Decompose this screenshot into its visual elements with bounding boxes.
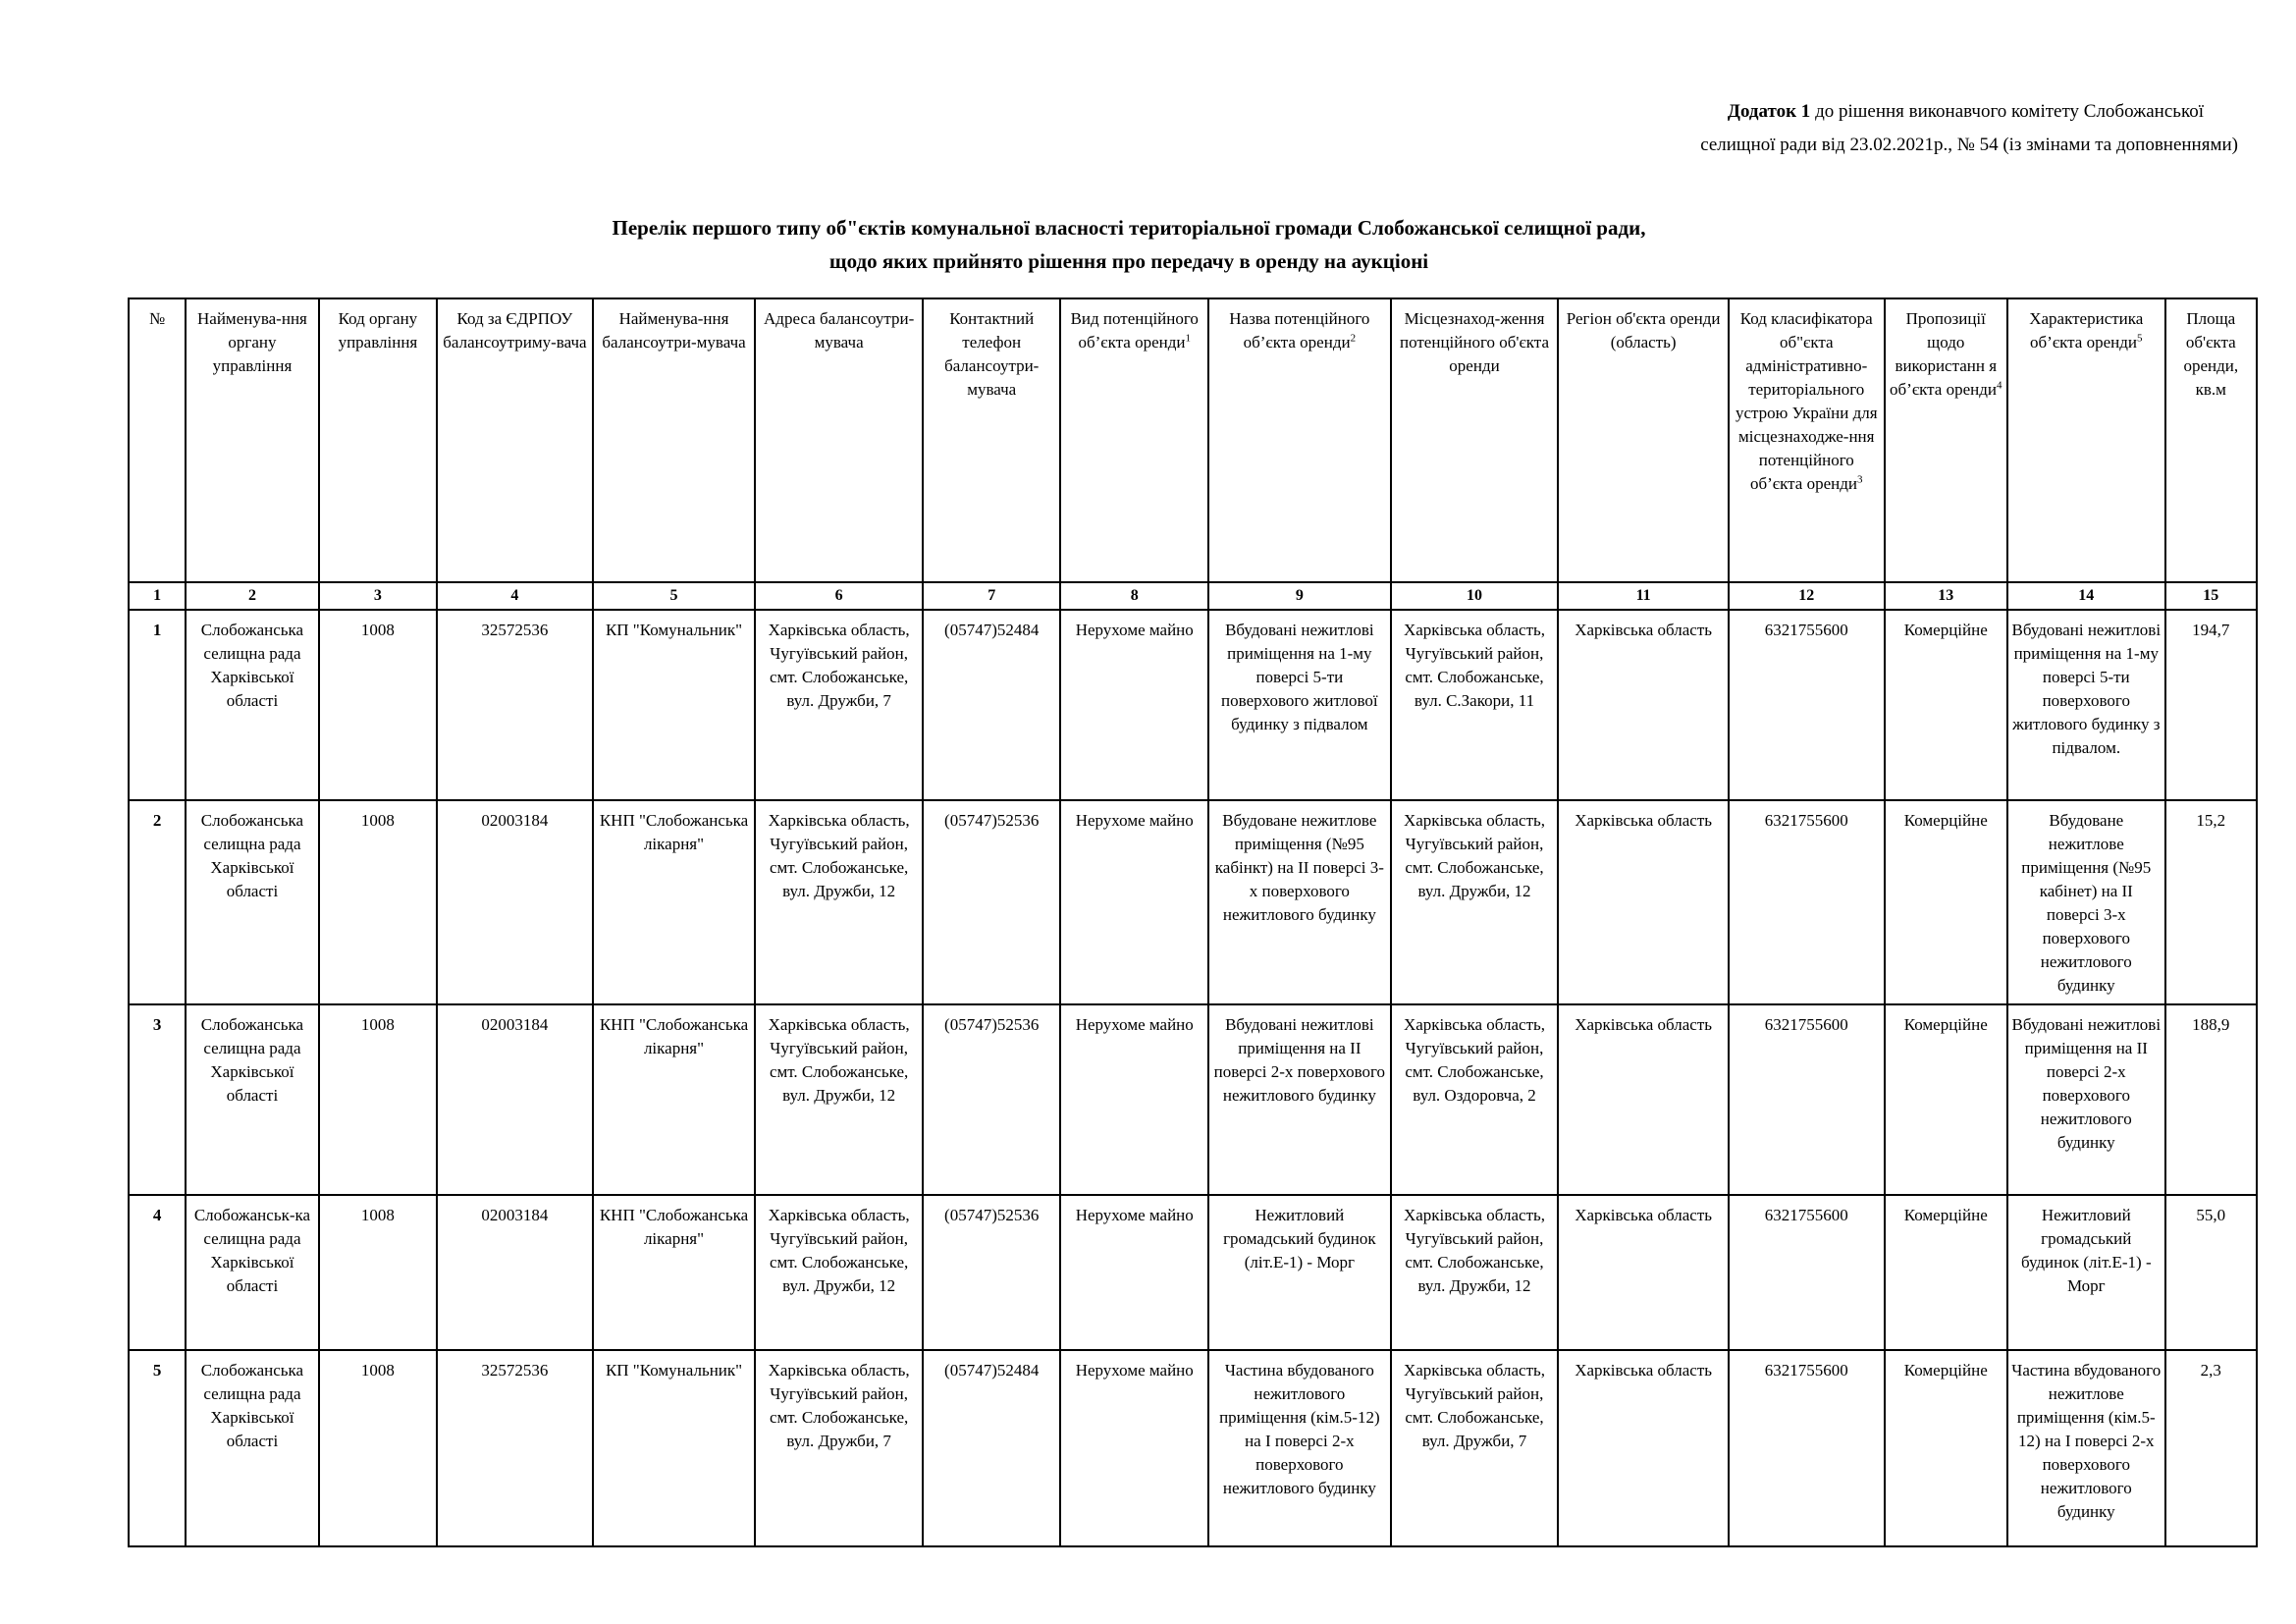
cell-phone: (05747)52484 [923, 1350, 1061, 1546]
table-row [129, 800, 2257, 1004]
header-characteristic: Характеристика об’єкта оренди$^5$ [2007, 298, 2165, 582]
column-number: 14 [2007, 582, 2165, 610]
cell-edrpou: 02003184 [437, 800, 593, 1004]
header-region: Регіон об'єкта оренди (область) [1558, 298, 1729, 582]
cell-koatuu: 6321755600 [1729, 800, 1885, 1004]
cell-area: 2,3 [2165, 1350, 2257, 1546]
objects-table [128, 298, 2258, 1547]
cell-edrpou: 02003184 [437, 1004, 593, 1195]
cell-object-name: Нежитловий громадський будинок (літ.Е-1) - Морг [1208, 1195, 1391, 1350]
column-number: 13 [1885, 582, 2007, 610]
cell-region: Харківська область [1558, 610, 1729, 800]
cell-object-name: Вбудоване нежитлове приміщення (№95 кабінкт) на II поверсі 3-х поверхового нежитлового будинку [1208, 800, 1391, 1004]
column-number: 15 [2165, 582, 2257, 610]
annex-label: Додаток 1 [1727, 101, 1811, 122]
header-holder-address: Адреса балансоутри-мувача [755, 298, 923, 582]
header-authority-code: Код органу управління [319, 298, 437, 582]
cell-area: 188,9 [2165, 1004, 2257, 1195]
cell-authority-code: 1008 [319, 1004, 437, 1195]
cell-location: Харківська область, Чугуївський район, смт. Слобожанське, вул. Дружби, 12 [1391, 800, 1559, 1004]
cell-phone: (05747)52484 [923, 610, 1061, 800]
cell-location: Харківська область, Чугуївський район, смт. Слобожанське, вул. Дружби, 7 [1391, 1350, 1559, 1546]
cell-koatuu: 6321755600 [1729, 1350, 1885, 1546]
title-line-1: Перелік першого типу об"єктів комунальної власності територіальної громади Слобожанської селищної ради, [612, 216, 1646, 240]
column-number: 12 [1729, 582, 1885, 610]
column-number: 4 [437, 582, 593, 610]
cell-authority: Слобожанська селищна рада Харківської області [186, 1004, 319, 1195]
cell-region: Харківська область [1558, 1195, 1729, 1350]
cell-area: 55,0 [2165, 1195, 2257, 1350]
column-number: 3 [319, 582, 437, 610]
cell-holder-address: Харківська область, Чугуївський район, смт. Слобожанське, вул. Дружби, 12 [755, 1195, 923, 1350]
column-number: 8 [1060, 582, 1208, 610]
cell-characteristic: Частина вбудованого нежитлове приміщення (кім.5-12) на I поверсі 2-х поверхового нежитлового будинку [2007, 1350, 2165, 1546]
header-kind: Вид потенційного об’єкта оренди$^1$ [1060, 298, 1208, 582]
header-koatuu: Код класифікатора об"єкта адміністративно-територіального устрою України для місцезнаходже-ння потенційного об’єкта оренди$^3$ [1729, 298, 1885, 582]
cell-object-name: Частина вбудованого нежитлового приміщення (кім.5-12) на I поверсі 2-х поверхового нежитлового будинку [1208, 1350, 1391, 1546]
cell-proposal: Комерційне [1885, 1004, 2007, 1195]
cell-no: 1 [129, 610, 186, 800]
cell-authority: Слобожанська селищна рада Харківської області [186, 800, 319, 1004]
table-row [129, 1350, 2257, 1546]
cell-holder-address: Харківська область, Чугуївський район, смт. Слобожанське, вул. Дружби, 12 [755, 1004, 923, 1195]
cell-proposal: Комерційне [1885, 1350, 2007, 1546]
column-number: 11 [1558, 582, 1729, 610]
cell-location: Харківська область, Чугуївський район, смт. Слобожанське, вул. Оздоровча, 2 [1391, 1004, 1559, 1195]
cell-holder-address: Харківська область, Чугуївський район, смт. Слобожанське, вул. Дружби, 7 [755, 1350, 923, 1546]
header-authority: Найменува-ння органу управління [186, 298, 319, 582]
cell-object-name: Вбудовані нежитлові приміщення на II поверсі 2-х поверхового нежитлового будинку [1208, 1004, 1391, 1195]
cell-proposal: Комерційне [1885, 1195, 2007, 1350]
cell-kind: Нерухоме майно [1060, 1350, 1208, 1546]
cell-holder: КП "Комунальник" [593, 610, 756, 800]
cell-proposal: Комерційне [1885, 610, 2007, 800]
annex-heading [1492, 95, 2238, 162]
table-row [129, 1195, 2257, 1350]
cell-kind: Нерухоме майно [1060, 800, 1208, 1004]
cell-authority: Слобожанська селищна рада Харківської області [186, 1350, 319, 1546]
cell-region: Харківська область [1558, 800, 1729, 1004]
cell-holder: КНП "Слобожанська лікарня" [593, 800, 756, 1004]
header-phone: Контактний телефон балансоутри-мувача [923, 298, 1061, 582]
cell-edrpou: 32572536 [437, 1350, 593, 1546]
header-object-name: Назва потенційного об’єкта оренди$^2$ [1208, 298, 1391, 582]
cell-kind: Нерухоме майно [1060, 1195, 1208, 1350]
cell-characteristic: Вбудоване нежитлове приміщення (№95 кабінет) на II поверсі 3-х поверхового нежитлового будинку [2007, 800, 2165, 1004]
cell-location: Харківська область, Чугуївський район, смт. Слобожанське, вул. Дружби, 12 [1391, 1195, 1559, 1350]
header-location: Місцезнаход-ження потенційного об'єкта оренди [1391, 298, 1559, 582]
document-title [128, 211, 2130, 278]
cell-no: 3 [129, 1004, 186, 1195]
cell-no: 5 [129, 1350, 186, 1546]
annex-line-1 [1492, 95, 2238, 129]
column-number: 7 [923, 582, 1061, 610]
cell-proposal: Комерційне [1885, 800, 2007, 1004]
cell-edrpou: 32572536 [437, 610, 593, 800]
cell-edrpou: 02003184 [437, 1195, 593, 1350]
column-number: 5 [593, 582, 756, 610]
table-row [129, 610, 2257, 800]
column-number: 10 [1391, 582, 1559, 610]
cell-authority: Слобожанська селищна рада Харківської області [186, 610, 319, 800]
cell-characteristic: Нежитловий громадський будинок (літ.Е-1) - Морг [2007, 1195, 2165, 1350]
cell-no: 4 [129, 1195, 186, 1350]
column-number: 2 [186, 582, 319, 610]
header-holder: Найменува-ння балансоутри-мувача [593, 298, 756, 582]
cell-phone: (05747)52536 [923, 1195, 1061, 1350]
cell-phone: (05747)52536 [923, 800, 1061, 1004]
cell-authority-code: 1008 [319, 1350, 437, 1546]
cell-holder: КНП "Слобожанська лікарня" [593, 1004, 756, 1195]
cell-koatuu: 6321755600 [1729, 1195, 1885, 1350]
cell-holder: КП "Комунальник" [593, 1350, 756, 1546]
cell-area: 15,2 [2165, 800, 2257, 1004]
title-line-2: щодо яких прийнято рішення про передачу в оренду на аукціоні [828, 249, 1429, 273]
cell-region: Харківська область [1558, 1350, 1729, 1546]
cell-koatuu: 6321755600 [1729, 1004, 1885, 1195]
column-number: 9 [1208, 582, 1391, 610]
table-row [129, 1004, 2257, 1195]
annex-line-2: селищної ради від 23.02.2021р., № 54 (із змінами та доповненнями) [1700, 135, 2238, 155]
cell-koatuu: 6321755600 [1729, 610, 1885, 800]
cell-holder: КНП "Слобожанська лікарня" [593, 1195, 756, 1350]
cell-characteristic: Вбудовані нежитлові приміщення на II поверсі 2-х поверхового нежитлового будинку [2007, 1004, 2165, 1195]
cell-no: 2 [129, 800, 186, 1004]
cell-kind: Нерухоме майно [1060, 610, 1208, 800]
cell-authority: Слобожанськ-ка селищна рада Харківської області [186, 1195, 319, 1350]
cell-authority-code: 1008 [319, 1195, 437, 1350]
cell-kind: Нерухоме майно [1060, 1004, 1208, 1195]
cell-object-name: Вбудовані нежитлові приміщення на 1-му поверсі 5-ти поверхового житлової будинку з підвалом [1208, 610, 1391, 800]
header-proposal: Пропозиції щодо використанн я об’єкта оренди$^4$ [1885, 298, 2007, 582]
annex-line-1-text: до рішення виконавчого комітету Слобожанської [1810, 101, 2204, 122]
cell-characteristic: Вбудовані нежитлові приміщення на 1-му поверсі 5-ти поверхового житлового будинку з підвалом. [2007, 610, 2165, 800]
column-number: 6 [755, 582, 923, 610]
header-no: № [129, 298, 186, 582]
cell-location: Харківська область, Чугуївський район, смт. Слобожанське, вул. С.Закори, 11 [1391, 610, 1559, 800]
column-number: 1 [129, 582, 186, 610]
cell-holder-address: Харківська область, Чугуївський район, смт. Слобожанське, вул. Дружби, 12 [755, 800, 923, 1004]
column-number-row [129, 582, 2257, 610]
header-edrpou: Код за ЄДРПОУ балансоутриму-вача [437, 298, 593, 582]
header-row [129, 298, 2257, 582]
cell-area: 194,7 [2165, 610, 2257, 800]
cell-holder-address: Харківська область, Чугуївський район, смт. Слобожанське, вул. Дружби, 7 [755, 610, 923, 800]
cell-authority-code: 1008 [319, 800, 437, 1004]
cell-region: Харківська область [1558, 1004, 1729, 1195]
cell-authority-code: 1008 [319, 610, 437, 800]
cell-phone: (05747)52536 [923, 1004, 1061, 1195]
header-area: Площа об'єкта оренди, кв.м [2165, 298, 2257, 582]
